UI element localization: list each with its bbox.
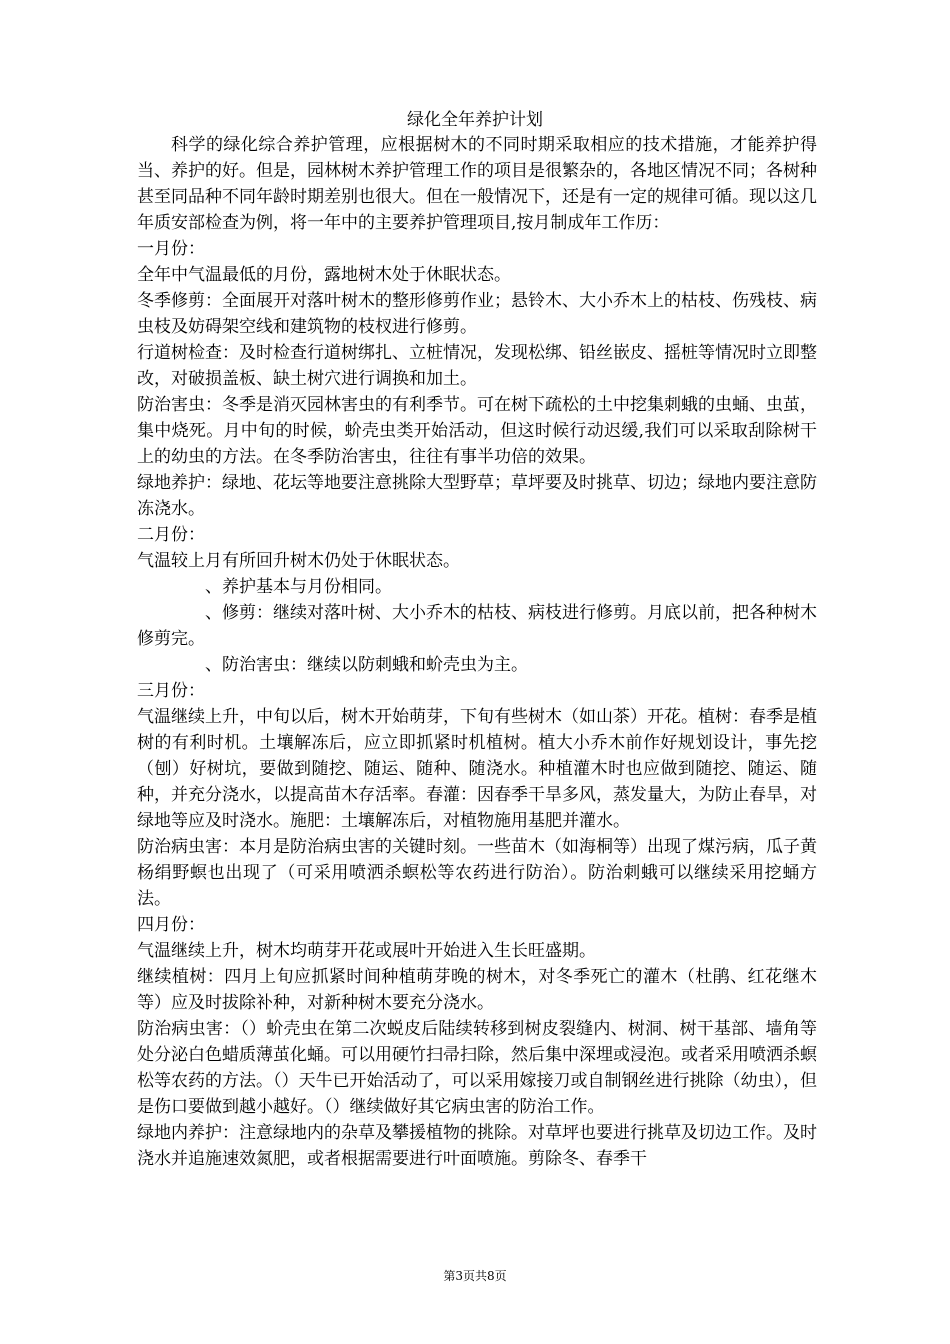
paragraph: 气温继续上升，树木均萌芽开花或展叶开始进入生长旺盛期。 <box>137 941 596 961</box>
paragraph: 绿地内养护：注意绿地内的杂草及攀援植物的挑除。对草坪也要进行挑草及切边工作。及时浇水并追施速效氮肥，或者根据需要进行叶面喷施。剪除冬、春季干 <box>137 1123 817 1169</box>
list-item: 、修剪：继续对落叶树、大小乔木的枯枝、病枝进行修剪。月底以前，把各种树木修剪完。 <box>137 603 817 649</box>
document-body <box>137 132 817 1172</box>
intro-paragraph: 科学的绿化综合养护管理，应根据树木的不同时期采取相应的技术措施，才能养护得当、养护的好。但是，园林树木养护管理工作的项目是很繁杂的，各地区情况不同；各树种甚至同品种不同年龄时期差别也很大。但在一般情况下，还是有一定的规律可循。现以这几年质安部检查为例，将一年中的主要养护管理项目,按月制成年工作历： <box>137 135 817 233</box>
paragraph: 防治病虫害：（）蚧壳虫在第二次蜕皮后陆续转移到树皮裂缝内、树洞、树干基部、墙角等处分泌白色蜡质薄茧化蛹。可以用硬竹扫帚扫除，然后集中深埋或浸泡。或者采用喷洒杀螟松等农药的方法。（）天牛已开始活动了，可以采用嫁接刀或自制钢丝进行挑除（幼虫），但是伤口要做到越小越好。（）继续做好其它病虫害的防治工作。 <box>137 1019 817 1117</box>
document-title: 绿化全年养护计划 <box>407 110 543 130</box>
section-heading-january: 一月份： <box>137 239 205 259</box>
section-heading-april: 四月份： <box>137 915 205 935</box>
paragraph: 全年中气温最低的月份，露地树木处于休眠状态。 <box>137 265 511 285</box>
paragraph: 行道树检查：及时检查行道树绑扎、立桩情况，发现松绑、铅丝嵌皮、摇桩等情况时立即整改，对破损盖板、缺土树穴进行调换和加土。 <box>137 343 817 389</box>
paragraph: 气温较上月有所回升树木仍处于休眠状态。 <box>137 551 460 571</box>
list-item: 、防治害虫：继续以防刺蛾和蚧壳虫为主。 <box>205 655 528 675</box>
section-heading-february: 二月份： <box>137 525 205 545</box>
paragraph: 绿地养护：绿地、花坛等地要注意挑除大型野草；草坪要及时挑草、切边；绿地内要注意防冻浇水。 <box>137 473 817 519</box>
paragraph: 气温继续上升，中旬以后，树木开始萌芽，下旬有些树木（如山茶）开花。植树：春季是植树的有利时机。土壤解冻后，应立即抓紧时机植树。植大小乔木前作好规划设计，事先挖（刨）好树坑，要做到随挖、随运、随种、随浇水。种植灌木时也应做到随挖、随运、随种，并充分浇水，以提高苗木存活率。春灌：因春季干旱多风，蒸发量大，为防止春旱，对绿地等应及时浇水。施肥：土壤解冻后，对植物施用基肥并灌水。 <box>137 707 817 831</box>
section-heading-march: 三月份： <box>137 681 205 701</box>
paragraph: 继续植树：四月上旬应抓紧时间种植萌芽晚的树木，对冬季死亡的灌木（杜鹃、红花继木等）应及时拔除补种，对新种树木要充分浇水。 <box>137 967 817 1013</box>
list-item: 、养护基本与月份相同。 <box>205 577 392 597</box>
paragraph: 防治病虫害：本月是防治病虫害的关键时刻。一些苗木（如海桐等）出现了煤污病，瓜子黄杨绢野螟也出现了（可采用喷洒杀螟松等农药进行防治）。防治刺蛾可以继续采用挖蛹方法。 <box>137 837 817 909</box>
page-footer: 第3页共8页 <box>443 1269 507 1283</box>
paragraph: 防治害虫：冬季是消灭园林害虫的有利季节。可在树下疏松的土中挖集刺蛾的虫蛹、虫茧，集中烧死。月中旬的时候，蚧壳虫类开始活动，但这时候行动迟缓,我们可以采取刮除树干上的幼虫的方法。在冬季防治害虫，往往有事半功倍的效果。 <box>137 395 817 467</box>
paragraph: 冬季修剪：全面展开对落叶树木的整形修剪作业；悬铃木、大小乔木上的枯枝、伤残枝、病虫枝及妨碍架空线和建筑物的枝杈进行修剪。 <box>137 291 817 337</box>
